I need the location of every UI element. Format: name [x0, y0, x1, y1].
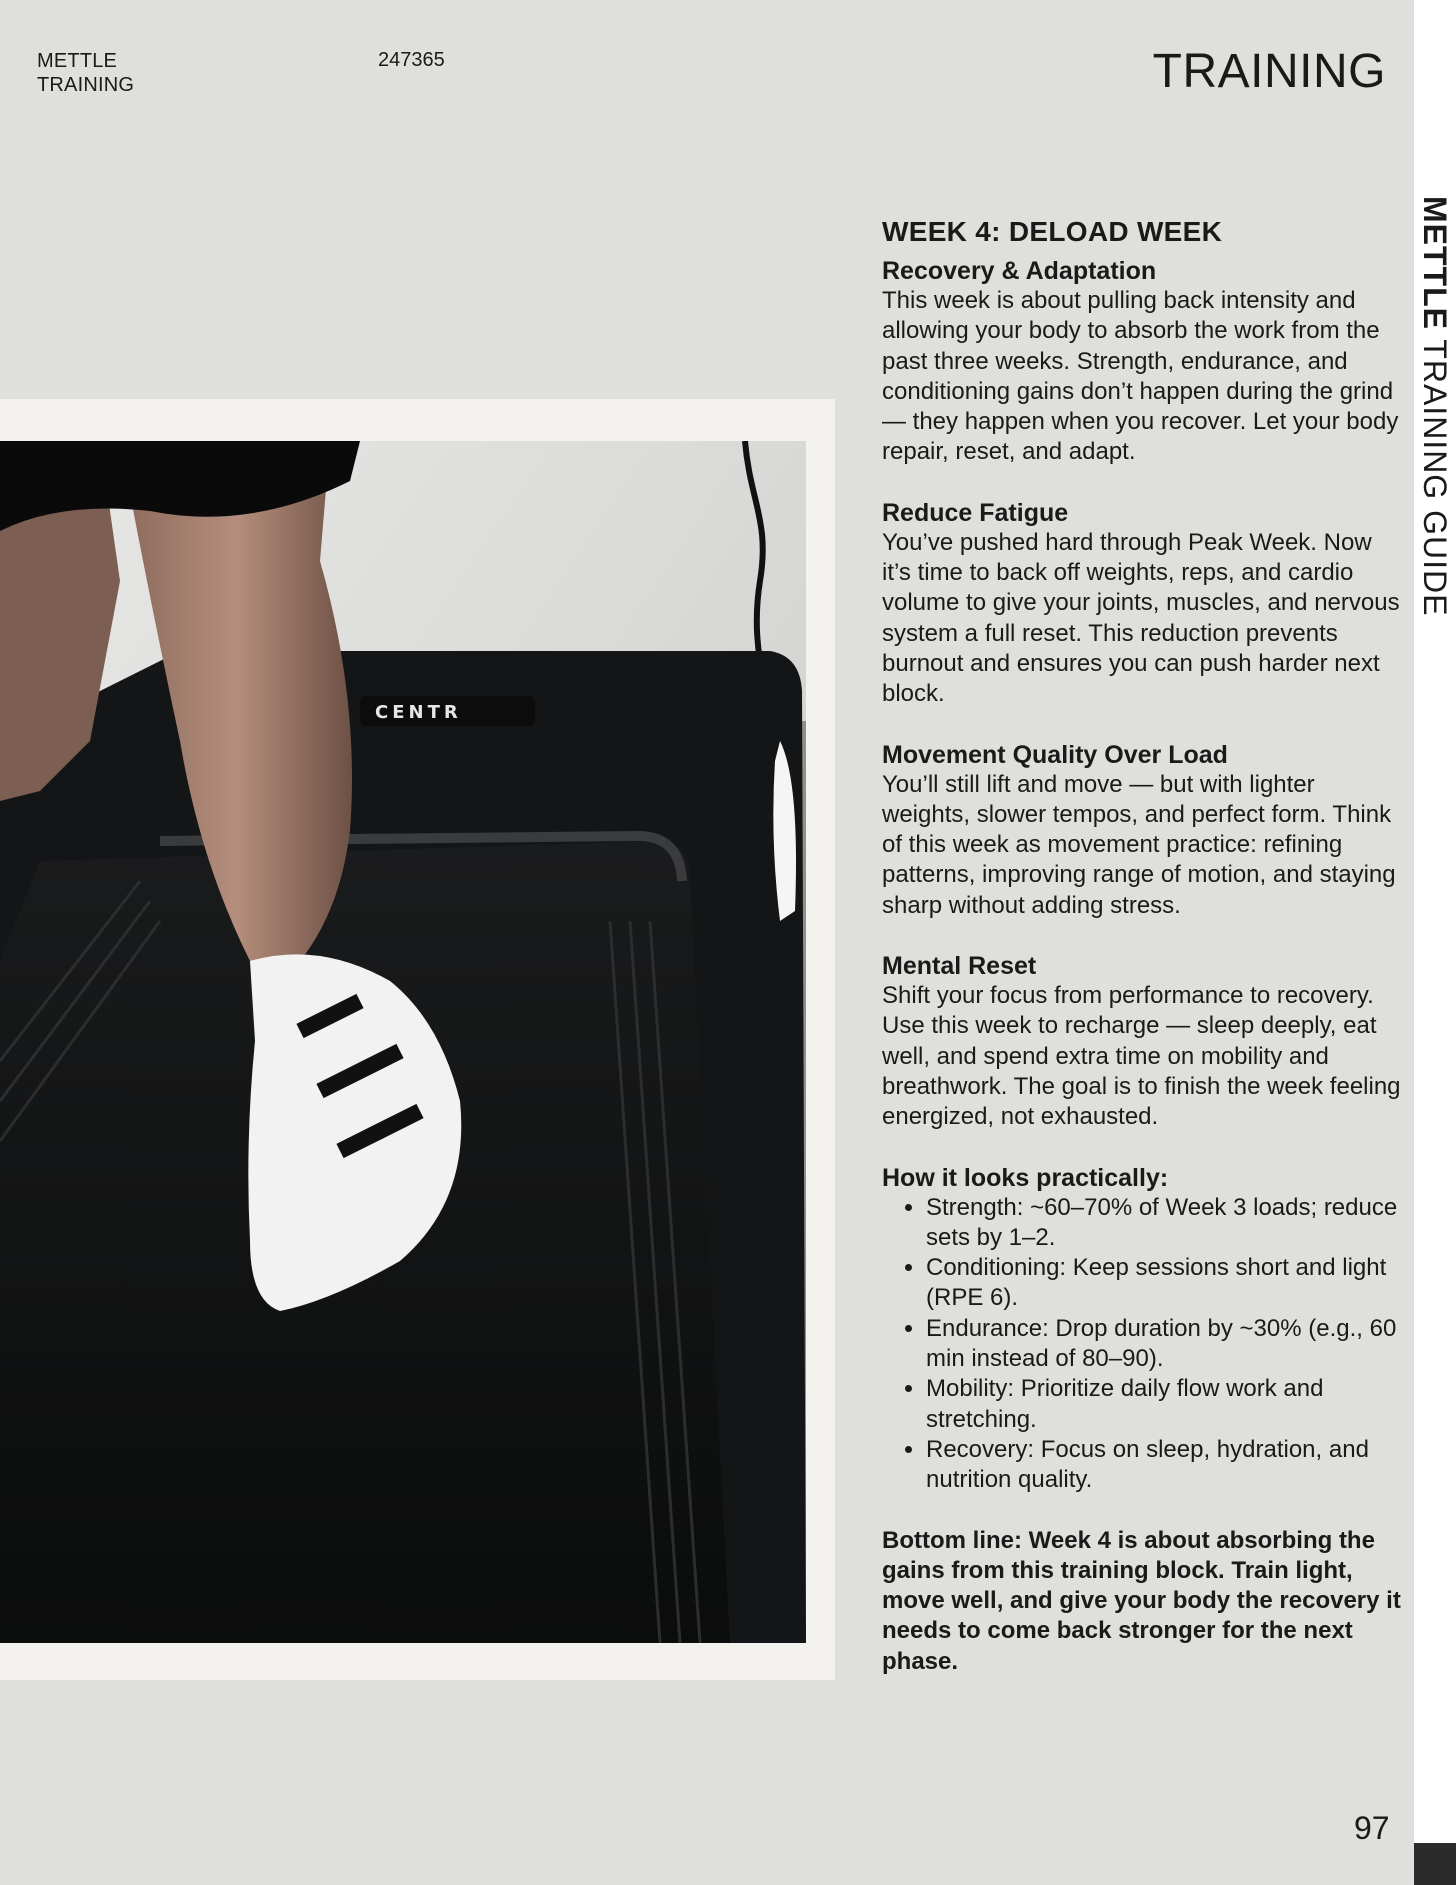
list-item: • Endurance: Drop duration by ~30% (e.g., 60 min instead of 80–90).	[926, 1314, 1402, 1375]
brand-line-2: TRAINING	[37, 74, 135, 96]
section-heading-fatigue: Reduce Fatigue	[882, 498, 1069, 527]
practical-heading: How it looks practically:	[882, 1163, 1169, 1192]
list-item: • Mobility: Prioritize daily flow work and stretching.	[926, 1374, 1402, 1435]
section-body-movement: You’ll still lift and move — but with lighter weights, slower tempos, and perfect form. Think of this week as movement practice: refining patterns, improving range of motion, and staying sharp without adding stress.	[882, 770, 1396, 919]
page-number: 97	[1354, 1810, 1390, 1846]
section-heading-recovery: Recovery & Adaptation	[882, 257, 1157, 285]
section-title: TRAINING	[1152, 45, 1386, 98]
corner-block	[1414, 1843, 1456, 1885]
side-guide-label	[1416, 196, 1453, 616]
section-body-recovery: This week is about pulling back intensity and allowing your body to absorb the work from the past three weeks. Strength, endurance, and conditioning gains don’t happen during the grind — they happen when you recover. Let your body repair, reset, and adapt.	[882, 287, 1399, 466]
practical-list	[882, 1193, 1402, 1496]
week-title: WEEK 4: DELOAD WEEK	[882, 216, 1223, 247]
brand-line-1: METTLE	[37, 50, 118, 72]
section-body-fatigue: You’ve pushed hard through Peak Week. Now it’s time to back off weights, reps, and cardio volume to give your joints, muscles, and nervous system a full reset. This reduction prevents burnout and ensures you can push harder next block.	[882, 528, 1400, 708]
brand-logo-text	[37, 49, 134, 97]
section-heading-mental: Mental Reset	[882, 952, 1037, 981]
document-code: 247365	[378, 49, 445, 71]
side-label-rest: TRAINING GUIDE	[1417, 329, 1453, 617]
centr-logo-text: CENTR	[375, 702, 462, 723]
list-item: • Conditioning: Keep sessions short and light (RPE 6).	[926, 1253, 1402, 1314]
list-item: • Strength: ~60–70% of Week 3 loads; reduce sets by 1–2.	[926, 1193, 1402, 1254]
section-body-mental: Shift your focus from performance to recovery. Use this week to recharge — sleep deeply, eat well, and spend extra time on mobility and breathwork. The goal is to finish the week feeling energized, not exhausted.	[882, 982, 1401, 1131]
list-item: • Recovery: Focus on sleep, hydration, and nutrition quality.	[926, 1435, 1402, 1496]
side-label-bold: METTLE	[1417, 196, 1453, 330]
bottom-line: Bottom line: Week 4 is about absorbing the gains from this training block. Train light, move well, and give your body the recovery it needs to come back stronger for the next phase.	[882, 1526, 1401, 1675]
section-heading-movement: Movement Quality Over Load	[882, 740, 1228, 769]
article-content	[882, 214, 1402, 1677]
treadmill-runner-photo	[0, 441, 806, 1643]
